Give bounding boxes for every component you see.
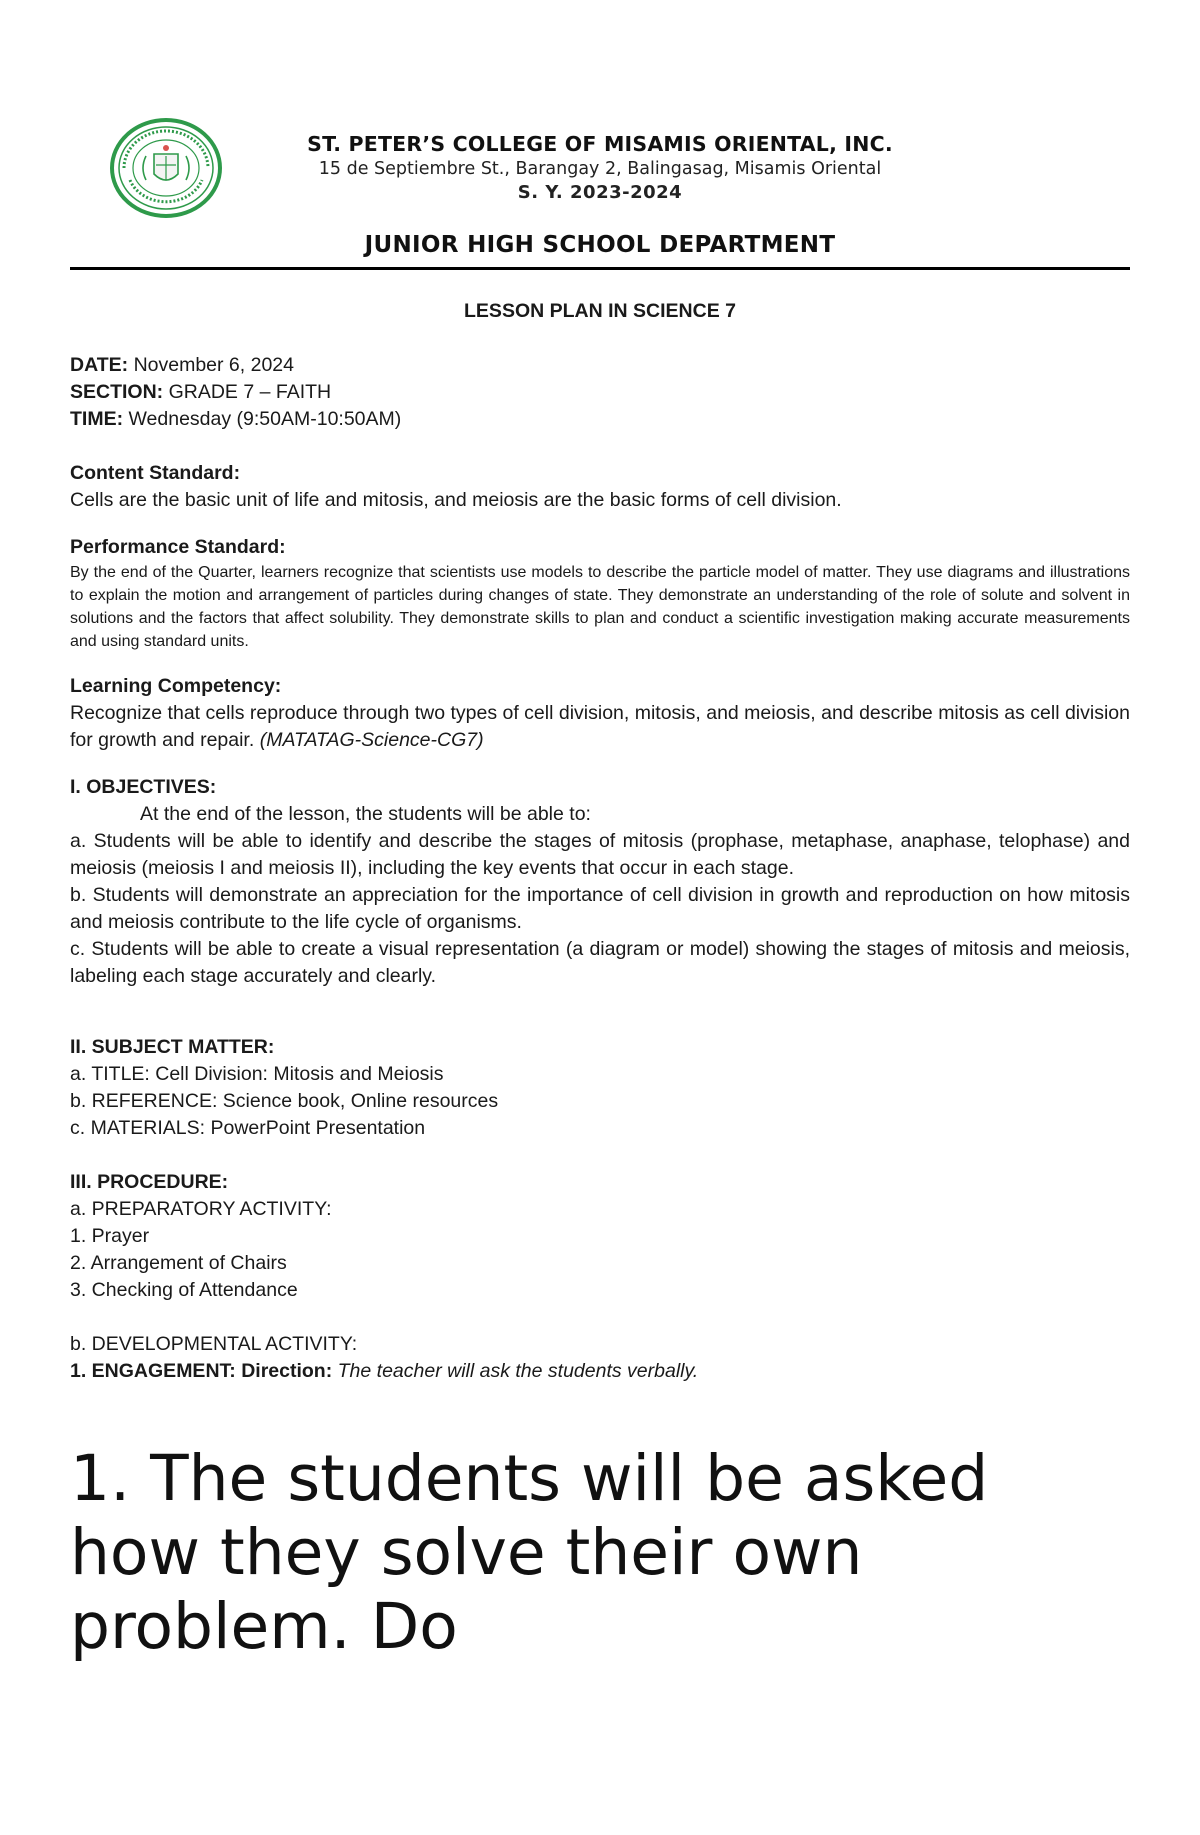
objectives-heading: I. OBJECTIVES: (70, 776, 217, 798)
competency-code: (MATATAG-Science-CG7) (259, 729, 484, 751)
school-header (200, 132, 1000, 203)
performance-standard-text: By the end of the Quarter, learners recognize that scientists use models to describe the particle model of matter. They use diagrams and illustrations to explain the motion and arrangement of particles during changes of state. They demonstrate an understanding of the role of solute and solvent in solutions and the factors that affect solubility. They demonstrate skills to plan and conduct a scientific investigation making accurate measurements and using standard units. (70, 564, 1130, 650)
lesson-plan-title: LESSON PLAN IN SCIENCE 7 (464, 300, 736, 322)
developmental-label: b. DEVELOPMENTAL ACTIVITY: (70, 1333, 358, 1355)
school-address: 15 de Septiembre St., Barangay 2, Balingasag, Misamis Oriental (318, 159, 882, 179)
objectives-intro: At the end of the lesson, the students will be able to: (140, 803, 591, 825)
department-title: JUNIOR HIGH SCHOOL DEPARTMENT (364, 232, 836, 258)
subject-matter-item: b. REFERENCE: Science book, Online resources (70, 1090, 499, 1112)
school-name: ST. PETER’S COLLEGE OF MISAMIS ORIENTAL, INC. (307, 132, 893, 156)
engagement-question-large: 1. The students will be asked how they solve their own problem. Do (70, 1442, 989, 1663)
date-line: DATE: November 6, 2024 (70, 354, 294, 376)
subject-matter-item: c. MATERIALS: PowerPoint Presentation (70, 1117, 426, 1139)
content-standard-text: Cells are the basic unit of life and mitosis, and meiosis are the basic forms of cell division. (70, 489, 842, 511)
learning-competency-heading: Learning Competency: (70, 675, 282, 697)
preparatory-item: 2. Arrangement of Chairs (70, 1252, 287, 1274)
engagement-line: 1. ENGAGEMENT: Direction: The teacher will ask the students verbally. (70, 1360, 699, 1382)
objective-item: b. Students will demonstrate an appreciation for the importance of cell division in growth and reproduction on how mitosis and meiosis contribute to the life cycle of organisms. (70, 884, 1130, 933)
performance-standard-heading: Performance Standard: (70, 536, 286, 558)
content-standard-heading: Content Standard: (70, 462, 241, 484)
objective-item: c. Students will be able to create a visual representation (a diagram or model) showing the stages of mitosis and meiosis, labeling each stage accurately and clearly. (70, 938, 1130, 987)
time-line: TIME: Wednesday (9:50AM-10:50AM) (70, 408, 402, 430)
procedure-heading: III. PROCEDURE: (70, 1171, 229, 1193)
objective-item: a. Students will be able to identify and describe the stages of mitosis (prophase, metaphase, anaphase, telophase) and meiosis (meiosis I and meiosis II), including the key events that occur in each stage. (70, 830, 1130, 879)
subject-matter-item: a. TITLE: Cell Division: Mitosis and Meiosis (70, 1063, 444, 1085)
learning-competency-text: Recognize that cells reproduce through two types of cell division, mitosis, and meiosis, and describe mitosis as cell division for growth and repair. (MATATAG-Science-CG7) (70, 702, 1130, 751)
preparatory-item: 3. Checking of Attendance (70, 1279, 298, 1301)
school-year: S. Y. 2023-2024 (517, 182, 683, 203)
subject-matter-heading: II. SUBJECT MATTER: (70, 1036, 275, 1058)
header-divider (70, 267, 1130, 270)
lesson-body (70, 352, 1130, 1385)
section-line: SECTION: GRADE 7 – FAITH (70, 381, 332, 403)
preparatory-item: 1. Prayer (70, 1225, 150, 1247)
preparatory-label: a. PREPARATORY ACTIVITY: (70, 1198, 332, 1220)
